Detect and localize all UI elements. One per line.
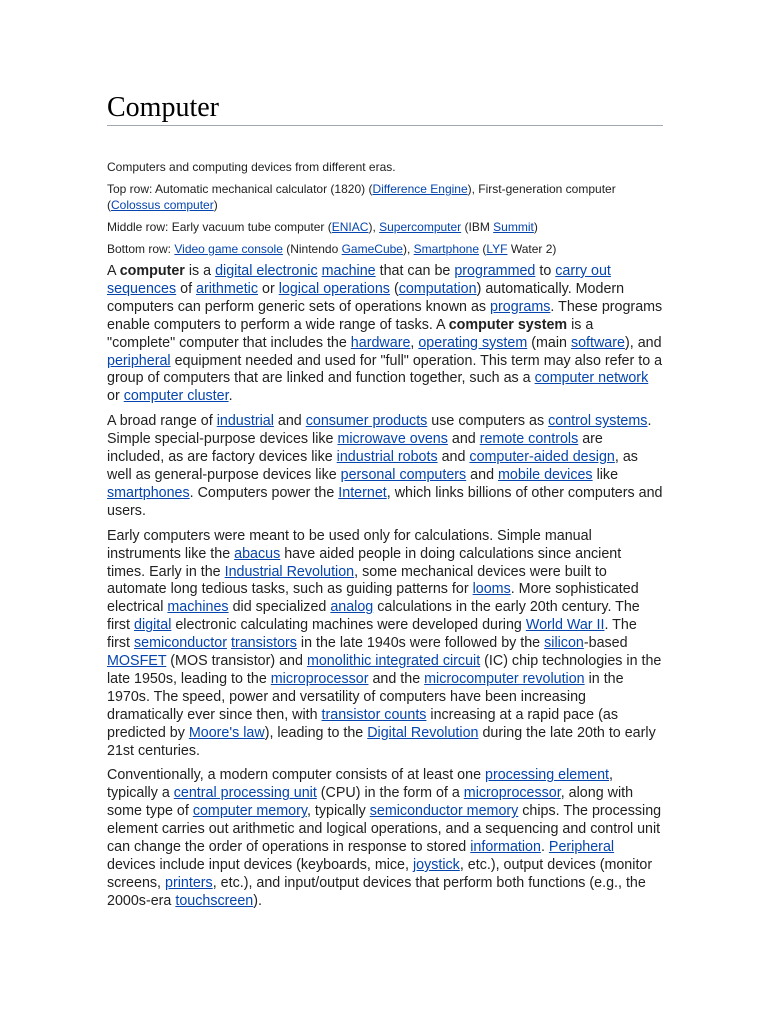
text: in the late 1940s were followed by the	[296, 635, 545, 652]
text: , some mechanical devices were built to automate long tedious tasks, such as guiding patterns for	[107, 563, 607, 598]
link-computer-cluster[interactable]: computer cluster	[123, 388, 229, 405]
caption-text: Top row: Automatic mechanical calculator (1820) (	[107, 182, 373, 196]
text: use computers as	[427, 413, 549, 430]
caption-line-1	[107, 159, 663, 175]
text: , etc.), and input/output devices that perform both functions (e.g., the 2000s-era	[107, 874, 646, 909]
text: or	[258, 280, 279, 297]
image-caption	[107, 159, 663, 257]
link-digital-revolution[interactable]: Digital Revolution	[367, 724, 479, 741]
text: A broad range of	[107, 413, 217, 430]
link-digital-electronic[interactable]: digital electronic	[215, 263, 318, 279]
text: Early computers were meant to be used only for calculations. Simple manual instruments like the	[107, 527, 592, 562]
link-colossus-computer[interactable]: Colossus computer	[111, 198, 214, 212]
text: of	[176, 280, 197, 297]
link-programmed[interactable]: programmed	[454, 263, 536, 279]
text: are included, as are factory devices like	[107, 431, 603, 466]
text: and	[466, 466, 499, 483]
text: that can be	[375, 263, 455, 279]
text: is a	[184, 263, 216, 279]
link-digital[interactable]: digital	[134, 617, 172, 634]
link-operating-system[interactable]: operating system	[418, 334, 528, 351]
text: increasing at a rapid pace (as predicted by	[107, 706, 618, 741]
link-peripheral[interactable]: Peripheral	[548, 839, 615, 856]
link-information[interactable]: information	[470, 839, 541, 856]
link-microprocessor[interactable]: microprocessor	[270, 670, 369, 687]
link-looms[interactable]: looms	[472, 581, 511, 598]
article-body	[107, 263, 663, 911]
text: . Simple special-purpose devices like	[107, 413, 652, 448]
paragraph-1	[107, 263, 663, 406]
link-internet[interactable]: Internet	[338, 484, 387, 501]
text: and	[437, 449, 470, 466]
link-control-systems[interactable]: control systems	[548, 413, 648, 430]
text: Conventionally, a modern computer consists of at least one	[107, 767, 486, 784]
link-microcomputer-revolution[interactable]: microcomputer revolution	[424, 670, 585, 687]
paragraph-4	[107, 767, 663, 910]
link-difference-engine[interactable]: Difference Engine	[372, 182, 468, 196]
text: , typically a	[107, 767, 613, 802]
text: have aided people in doing calculations since ancient times. Early in the	[107, 545, 622, 580]
caption-text: (	[479, 242, 487, 256]
text: ), and	[624, 334, 662, 351]
caption-text: Middle row: Early vacuum tube computer (	[107, 220, 332, 234]
text: (IC) chip technologies in the late 1950s, leading to the	[107, 653, 662, 687]
text: . More sophisticated electrical	[107, 581, 639, 616]
link-smartphone[interactable]: Smartphone	[413, 242, 480, 256]
link-carry-out[interactable]: carry out	[555, 263, 611, 279]
link-computer-memory[interactable]: computer memory	[192, 803, 307, 820]
paragraph-3	[107, 528, 663, 761]
text: chips. The processing element carries out arithmetic and logical operations, and a sequencing and control unit can change the order of operations in response to stored	[107, 803, 662, 856]
text: electronic calculating machines were developed during	[171, 617, 526, 634]
link-smartphones[interactable]: smartphones	[107, 484, 190, 501]
text: ).	[253, 892, 262, 909]
text: and	[273, 413, 306, 430]
link-touchscreen[interactable]: touchscreen	[175, 892, 254, 909]
text: is a "complete" computer that includes the	[107, 316, 594, 351]
text: ,	[410, 334, 419, 351]
caption-text: Computers and computing devices from different eras.	[107, 160, 396, 174]
text: (MOS transistor) and	[166, 653, 307, 670]
page-title: Computer	[107, 92, 663, 126]
link-eniac[interactable]: ENIAC	[331, 220, 369, 234]
link-microwave-ovens[interactable]: microwave ovens	[337, 431, 448, 448]
link-industrial-robots[interactable]: industrial robots	[336, 449, 438, 466]
link-sequences[interactable]: sequences	[107, 280, 177, 297]
link-joystick[interactable]: joystick	[412, 857, 460, 873]
link-industrial-revolution[interactable]: Industrial Revolution	[224, 563, 355, 580]
link-supercomputer[interactable]: Supercomputer	[379, 220, 462, 234]
text: (CPU) in the form of a	[316, 785, 464, 802]
link-analog[interactable]: analog	[330, 599, 374, 616]
caption-text: ),	[402, 242, 414, 256]
paragraph-2	[107, 413, 663, 520]
text: and the	[368, 670, 425, 687]
caption-text: )	[533, 220, 538, 234]
link-silicon[interactable]: silicon	[544, 635, 584, 652]
caption-text: ), First-generation computer	[467, 182, 616, 196]
link-peripheral[interactable]: peripheral	[107, 352, 171, 369]
caption-line-4	[107, 241, 663, 257]
text: .	[540, 839, 549, 856]
link-summit[interactable]: Summit	[493, 220, 534, 234]
text: ), leading to the	[264, 724, 368, 741]
link-personal-computers[interactable]: personal computers	[340, 466, 467, 483]
text: to	[535, 263, 556, 279]
link-world-war-ii[interactable]: World War II	[525, 617, 605, 634]
link-central-processing-unit[interactable]: central processing unit	[173, 785, 317, 802]
text: . The first	[107, 617, 637, 652]
link-logical-operations[interactable]: logical operations	[278, 280, 390, 297]
link-semiconductor[interactable]: semiconductor	[134, 635, 227, 652]
text: , etc.), output devices (monitor screens,	[107, 857, 653, 891]
text: , which links billions of other computers and users.	[107, 484, 663, 519]
caption-text: (Nintendo	[282, 242, 342, 256]
link-semiconductor-memory[interactable]: semiconductor memory	[369, 803, 519, 820]
link-lyf[interactable]: LYF	[486, 242, 508, 256]
text: , typically	[306, 803, 370, 820]
caption-line-2	[107, 181, 663, 213]
text: or	[107, 388, 124, 405]
link-computation[interactable]: computation	[398, 280, 477, 297]
text: .	[228, 388, 233, 405]
link-transistor-counts[interactable]: transistor counts	[321, 706, 427, 723]
link-transistors[interactable]: transistors	[230, 635, 297, 652]
caption-text: (	[107, 198, 111, 212]
caption-text: Bottom row:	[107, 242, 175, 256]
text: (	[389, 280, 399, 297]
text: in the 1970s. The speed, power and versatility of computers have been increasing dramatically ever since then, with	[107, 670, 624, 723]
link-printers[interactable]: printers	[165, 874, 213, 891]
text: . These programs enable computers to perform a wide range of tasks. A	[107, 298, 663, 333]
link-microprocessor[interactable]: microprocessor	[463, 785, 561, 802]
text: during the late 20th to early 21st centuries.	[107, 724, 656, 759]
text: equipment needed and used for "full" operation. This term may also refer to a group of computers that are linked and function together, such as a	[107, 352, 663, 387]
link-computer-network[interactable]: computer network	[534, 370, 649, 387]
article	[107, 92, 663, 918]
text: did specialized	[228, 599, 331, 616]
caption-text: (IBM	[461, 220, 494, 234]
bold-term-computer-system: computer system	[448, 316, 568, 333]
link-consumer-products[interactable]: consumer products	[305, 413, 428, 430]
link-mosfet[interactable]: MOSFET	[107, 653, 167, 670]
link-video-game-console[interactable]: Video game console	[174, 242, 283, 256]
caption-text: )	[213, 198, 218, 212]
text: ) automatically. Modern computers can perform generic sets of operations known as	[107, 280, 625, 315]
link-computer-aided-design[interactable]: computer-aided design	[469, 449, 615, 466]
link-software[interactable]: software	[570, 334, 625, 351]
caption-text: ),	[368, 220, 380, 234]
link-machine[interactable]: machine	[321, 263, 376, 279]
bold-term-computer: computer	[119, 263, 185, 279]
text: devices include input devices (keyboards, mice,	[107, 857, 413, 873]
link-programs[interactable]: programs	[490, 298, 551, 315]
link-monolithic-integrated-circuit[interactable]: monolithic integrated circuit	[306, 653, 481, 670]
link-hardware[interactable]: hardware	[350, 334, 411, 351]
link-mobile-devices[interactable]: mobile devices	[498, 466, 593, 483]
text: like	[592, 466, 619, 483]
link-moores-law[interactable]: Moore's law	[188, 724, 265, 741]
caption-line-3	[107, 219, 663, 235]
text: A	[107, 263, 120, 279]
text: -based	[583, 635, 628, 652]
link-abacus[interactable]: abacus	[234, 545, 281, 562]
text: (main	[527, 334, 571, 351]
caption-text: Water 2)	[507, 242, 557, 256]
link-arithmetic[interactable]: arithmetic	[196, 280, 259, 297]
text: and	[447, 431, 480, 448]
link-remote-controls[interactable]: remote controls	[479, 431, 579, 448]
link-processing-element[interactable]: processing element	[485, 767, 609, 784]
text: , as well as general-purpose devices like	[107, 449, 638, 483]
text: calculations in the early 20th century. The first	[107, 599, 640, 634]
link-industrial[interactable]: industrial	[216, 413, 274, 430]
text: , along with some type of	[107, 785, 634, 820]
link-gamecube[interactable]: GameCube	[341, 242, 403, 256]
text: . Computers power the	[189, 484, 339, 501]
link-machines[interactable]: machines	[167, 599, 229, 616]
